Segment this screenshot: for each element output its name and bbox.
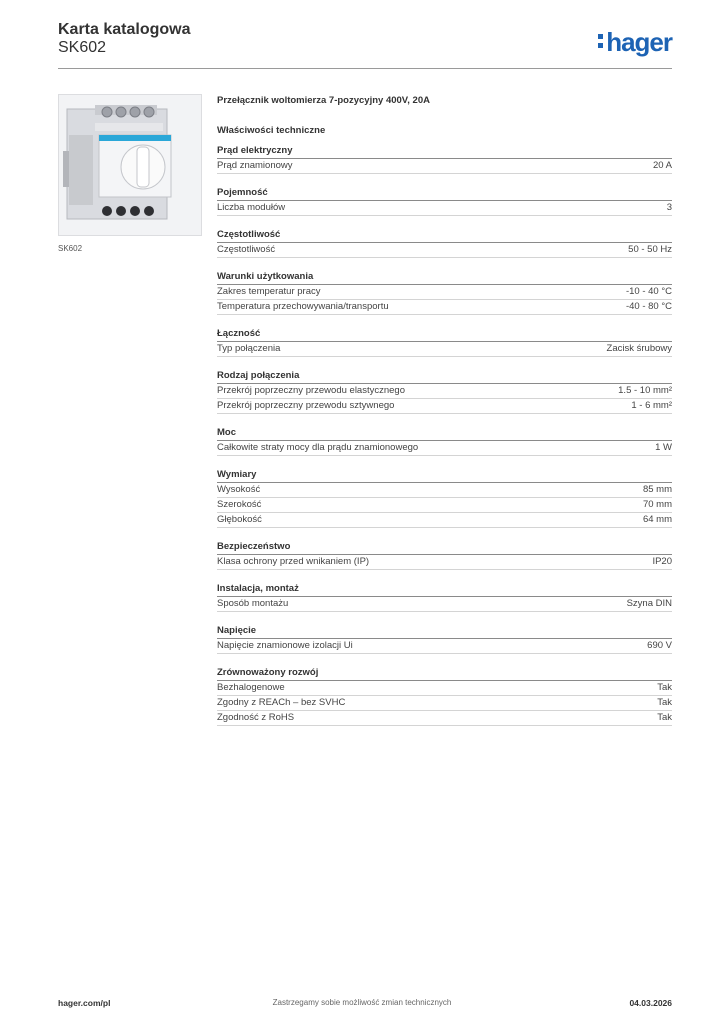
- spec-value: 20 A: [652, 160, 672, 171]
- rotary-switch-icon: [59, 95, 201, 235]
- spec-row: [217, 300, 672, 315]
- spec-value: -10 - 40 °C: [625, 286, 672, 297]
- spec-value: Szyna DIN: [626, 598, 672, 609]
- spec-label: Liczba modułów: [217, 202, 286, 213]
- spec-row: [217, 681, 672, 696]
- spec-section: [217, 540, 672, 570]
- section-heading: Łączność: [217, 327, 672, 342]
- section-heading: Pojemność: [217, 186, 672, 201]
- spec-value: -40 - 80 °C: [625, 301, 672, 312]
- spec-value: 3: [666, 202, 672, 213]
- logo-dots-icon: [598, 27, 604, 48]
- section-heading: Rodzaj połączenia: [217, 369, 672, 384]
- photo-caption: SK602: [58, 244, 83, 253]
- spec-label: Napięcie znamionowe izolacji Ui: [217, 640, 353, 651]
- spec-row: [217, 243, 672, 258]
- spec-label: Zgodny z REACh – bez SVHC: [217, 697, 346, 708]
- header-divider: [58, 68, 672, 69]
- footer-date: 04.03.2026: [629, 998, 672, 1008]
- spec-value: 1 W: [655, 442, 672, 453]
- spec-value: 50 - 50 Hz: [628, 244, 672, 255]
- footer-website: hager.com/pl: [58, 998, 111, 1008]
- logo-text: hager: [606, 27, 672, 57]
- spec-row: [217, 711, 672, 726]
- spec-row: [217, 639, 672, 654]
- spec-section: [217, 468, 672, 528]
- spec-value: Tak: [657, 682, 672, 693]
- product-title: Przełącznik woltomierza 7-pozycyjny 400V, 20A: [217, 95, 430, 106]
- spec-row: [217, 384, 672, 399]
- spec-section: [217, 144, 672, 174]
- spec-row: [217, 483, 672, 498]
- document-title: Karta katalogowa: [58, 21, 191, 38]
- spec-label: Zgodność z RoHS: [217, 712, 295, 723]
- spec-section: [217, 186, 672, 216]
- spec-label: Głębokość: [217, 514, 262, 525]
- properties-title: Właściwości techniczne: [217, 125, 326, 136]
- spec-section: [217, 582, 672, 612]
- spec-label: Przekrój poprzeczny przewodu sztywnego: [217, 400, 395, 411]
- spec-row: [217, 159, 672, 174]
- spec-row: [217, 399, 672, 414]
- spec-value: 690 V: [647, 640, 672, 651]
- spec-row: [217, 201, 672, 216]
- spec-label: Częstotliwość: [217, 244, 276, 255]
- spec-row: [217, 285, 672, 300]
- spec-label: Bezhalogenowe: [217, 682, 285, 693]
- spec-label: Prąd znamionowy: [217, 160, 293, 171]
- product-photo: [58, 94, 202, 236]
- spec-row: [217, 342, 672, 357]
- spec-label: Sposób montażu: [217, 598, 289, 609]
- spec-value: Tak: [657, 697, 672, 708]
- spec-section: [217, 270, 672, 315]
- spec-value: Tak: [657, 712, 672, 723]
- spec-sections: [217, 144, 672, 726]
- spec-label: Klasa ochrony przed wnikaniem (IP): [217, 556, 370, 567]
- hager-logo: [598, 27, 672, 57]
- spec-label: Zakres temperatur pracy: [217, 286, 321, 297]
- spec-value: 85 mm: [642, 484, 672, 495]
- footer-disclaimer: Zastrzegamy sobie możliwość zmian technicznych: [272, 998, 452, 1007]
- spec-row: [217, 513, 672, 528]
- spec-row: [217, 498, 672, 513]
- spec-label: Przekrój poprzeczny przewodu elastycznego: [217, 385, 405, 396]
- section-heading: Prąd elektryczny: [217, 144, 672, 159]
- spec-value: 1 - 6 mm²: [631, 400, 672, 411]
- section-heading: Moc: [217, 426, 672, 441]
- section-heading: Napięcie: [217, 624, 672, 639]
- spec-row: [217, 441, 672, 456]
- spec-section: [217, 228, 672, 258]
- spec-value: 70 mm: [642, 499, 672, 510]
- spec-row: [217, 555, 672, 570]
- spec-row: [217, 597, 672, 612]
- spec-label: Wysokość: [217, 484, 261, 495]
- spec-value: 64 mm: [642, 514, 672, 525]
- section-heading: Zrównoważony rozwój: [217, 666, 672, 681]
- spec-label: Szerokość: [217, 499, 262, 510]
- spec-value: 1.5 - 10 mm²: [618, 385, 672, 396]
- section-heading: Bezpieczeństwo: [217, 540, 672, 555]
- spec-section: [217, 426, 672, 456]
- spec-value: Zacisk śrubowy: [606, 343, 672, 354]
- spec-section: [217, 624, 672, 654]
- spec-label: Temperatura przechowywania/transportu: [217, 301, 389, 312]
- section-heading: Częstotliwość: [217, 228, 672, 243]
- section-heading: Instalacja, montaż: [217, 582, 672, 597]
- spec-section: [217, 369, 672, 414]
- section-heading: Warunki użytkowania: [217, 270, 672, 285]
- spec-label: Typ połączenia: [217, 343, 281, 354]
- specifications: [217, 92, 672, 738]
- spec-section: [217, 327, 672, 357]
- spec-row: [217, 696, 672, 711]
- spec-value: IP20: [652, 556, 672, 567]
- section-heading: Wymiary: [217, 468, 672, 483]
- spec-label: Całkowite straty mocy dla prądu znamionowego: [217, 442, 419, 453]
- product-code: SK602: [58, 39, 107, 56]
- spec-section: [217, 666, 672, 726]
